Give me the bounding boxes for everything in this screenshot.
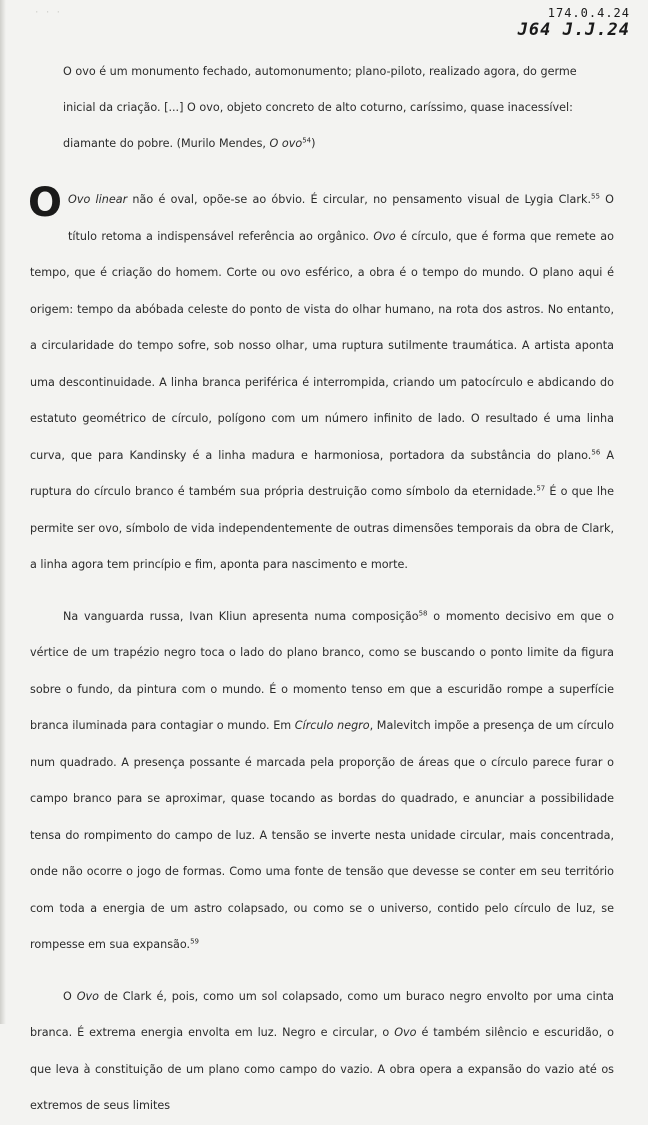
handwritten-note-call-number: J64 J.J.24 [517,20,630,40]
page-edge-shadow [0,0,6,1024]
p3-text-3: é também silêncio e escuridão, o que leva à constituição de um plano como campo do vazio. A obra opera a expansão do vazio até os extremos de seus limites [30,1026,614,1112]
body-text [30,182,614,1125]
p1-text-4: A ruptura do círculo branco é também sua própria destruição como símbolo da eternidade. [30,448,614,498]
epigraph [63,54,593,162]
epigraph-close: ) [311,137,316,150]
work-title-circulo-negro: Círculo negro [294,719,370,732]
drop-cap: O [28,180,63,226]
p2-text-1: Na vanguarda russa, Ivan Kliun apresenta numa composição [63,609,419,623]
p2-text-3: , Malevitch impõe a presença de um círculo num quadrado. A presença possante é marcada pela proporção de áreas que o círculo parece furar o campo branco para se aproximar, quase tocando as bordas do quadrado, e anunciar a possibilidade tensa do rompimento do campo de luz. A tensão se inverte nesta unidade circular, mais concentrada, onde não ocorre o jogo de formas. Como uma fonte de tensão que devesse se conter em seu território com toda a energia de um astro colapsado, ou como se o universo, contido pelo círculo de luz, se rompesse em sua expansão. [30,719,614,951]
p1-text-1: não é oval, opõe-se ao óbvio. É circular, no pensamento visual de Lygia Clark. [127,193,592,206]
work-title-ovo-2: Ovo [76,989,99,1003]
paragraph-2 [30,599,614,964]
p3-text-2: de Clark é, pois, como um sol colapsado, como um buraco negro envolto por uma cinta branca. É extrema energia envolta em luz. Negro e circular, o [30,989,614,1039]
footnote-ref-58: 58 [418,608,428,617]
handwritten-note-top: 174.0.4.24 [547,6,630,20]
paragraph-1 [30,182,614,584]
footnote-ref-55: 55 [591,192,600,201]
work-title-ovo-3: Ovo [394,1026,417,1039]
footnote-ref-59: 59 [190,937,200,946]
footnote-ref-57: 57 [536,484,546,493]
footnote-ref-54: 54 [302,136,312,145]
p1-text-3: é círculo, que é forma que remete ao tempo, que é criação do homem. Corte ou ovo esférico, a obra é o tempo do mundo. O plano aqui é origem: tempo da abóbada celeste do ponto de vista do olhar humano, na rota dos astros. No entanto, a circularidade do tempo sofre, sob nosso olhar, uma ruptura sutilmente traumática. A artista aponta uma descontinuidade. A linha branca periférica é interrompida, criando um patocírculo e abdicando do estatuto geométrico de círculo, polígono com um número infinito de lado. O resultado é uma linha curva, que para Kandinsky é a linha madura e harmoniosa, portadora da substância do plano. [30,229,615,462]
p2-text-2: o momento decisivo em que o vértice de um trapézio negro toca o lado do plano branco, como se buscando o ponto limite da figura sobre o fundo, da pintura com o mundo. É o momento tenso em que a escuridão rompe a superfície branca iluminada para contagiar o mundo. Em [30,609,614,732]
p1-text-5: É o que lhe permite ser ovo, símbolo de vida independentemente de outras dimensões temporais da obra de Clark, a linha agora tem princípio e fim, aponta para nascimento e morte. [30,485,614,571]
paragraph-3 [30,979,614,1125]
epigraph-work-title: O ovo [269,137,303,150]
footnote-ref-56: 56 [591,447,601,456]
work-title-ovo: Ovo [373,229,396,243]
work-title-ovo-linear: Ovo linear [68,193,128,206]
p3-text-1: O [63,989,77,1003]
epigraph-text: O ovo é um monumento fechado, automonumento; plano-piloto, realizado agora, do germe inicial da criação. [...] O ovo, objeto concreto de alto coturno, caríssimo, quase inacessível: diamante do pobre. (Murilo Mendes, [63,65,577,150]
pencil-mark: · · · [34,8,62,18]
p1-text-2: O título retoma a indispensável referência ao orgânico. [68,193,614,243]
